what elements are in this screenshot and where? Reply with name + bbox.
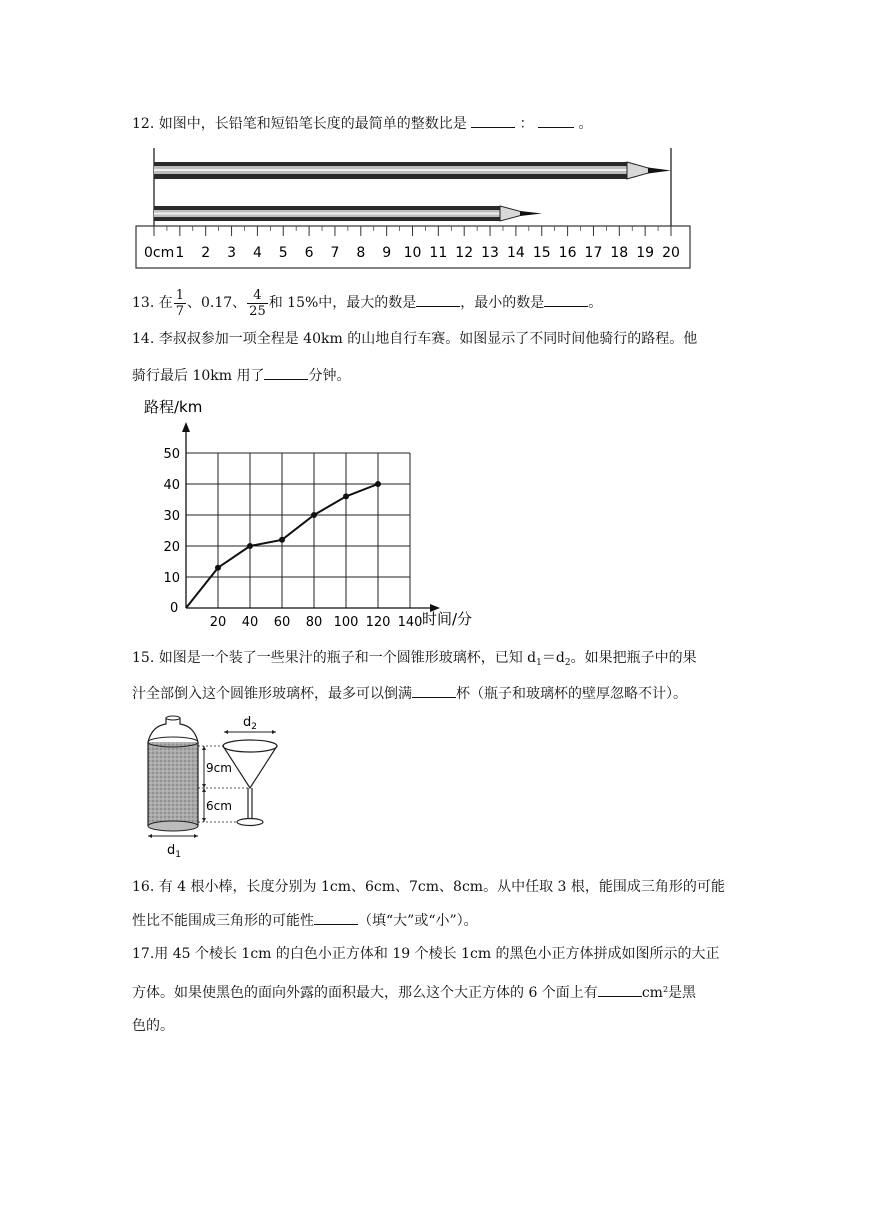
q17-answer-blank[interactable]: [598, 982, 642, 997]
short-pencil: [154, 206, 542, 221]
q13-sep: 、0.17、: [187, 295, 247, 311]
q15-line-1: [132, 648, 697, 673]
q12-end: 。: [578, 116, 593, 132]
q12-colon: ：: [519, 116, 534, 132]
ruler-tick-label: 5: [278, 245, 288, 261]
q12-text: [132, 113, 593, 134]
q13-fraction-2: [247, 288, 268, 319]
q14-line-2: [132, 365, 350, 386]
q13-prefix: 在: [158, 295, 173, 311]
ruler-tick-label: 3: [227, 245, 237, 261]
data-point: [215, 565, 221, 571]
q15-answer-blank[interactable]: [412, 683, 456, 698]
data-point: [375, 481, 381, 487]
ruler-tick-label: 4: [252, 245, 262, 261]
q17-line-3: [132, 1016, 174, 1036]
q15-d2-subscript: 2: [564, 658, 571, 668]
ruler-tick-label: 1: [175, 245, 185, 261]
x-tick-label: 100: [333, 615, 359, 630]
data-point: [343, 493, 349, 499]
ruler-unit-label: 0cm: [144, 245, 175, 261]
q13-end: 。: [588, 295, 603, 311]
x-tick-label: 140: [397, 615, 423, 630]
chart-xlabel: 时间/分: [422, 610, 473, 628]
q12-question: 如图中，长铅笔和短铅笔长度的最简单的整数比是: [158, 116, 467, 132]
ruler-tick-label: 13: [481, 245, 499, 261]
q12-answer-blank-2[interactable]: [538, 113, 574, 128]
q13-mid2: ，最小的数是: [460, 295, 545, 311]
q14-text-2b: 分钟。: [308, 368, 351, 384]
q15-text-1b: 。如果把瓶子中的果: [570, 650, 697, 666]
q17-text-2a: 方体。如果使黑色的面向外露的面积最大，那么这个大正方体的 6 个面上有: [132, 985, 598, 1001]
d1-label: $d_1$: [167, 843, 181, 860]
q17-line-2: [132, 980, 696, 1003]
ruler-tick-label: 2: [201, 245, 211, 261]
data-point: [247, 543, 253, 549]
q16-text-2b: （填“大”或“小”）。: [358, 913, 478, 929]
q17-superscript: 2: [662, 985, 669, 994]
q13-fraction-1: [174, 288, 186, 319]
distance-time-chart: [140, 392, 490, 632]
q13-fraction-2-numerator: 4: [247, 288, 268, 304]
q13-answer-blank-2[interactable]: [544, 292, 588, 307]
q14-text-2a: 骑行最后 10km 用了: [132, 368, 265, 384]
q13-fraction-2-denominator: 25: [249, 303, 266, 319]
x-tick-label: 60: [273, 615, 291, 630]
height-9cm-label: 9cm: [206, 761, 232, 775]
origin-label: 0: [170, 601, 179, 616]
ruler-tick-label: 8: [356, 245, 366, 261]
q12-number: 12.: [132, 116, 155, 132]
q17-unit: cm: [641, 985, 663, 1001]
long-pencil: [154, 162, 671, 179]
y-tick-label: 10: [163, 571, 180, 586]
ruler-tick-label: 16: [558, 245, 577, 261]
y-axis-arrow: [182, 422, 190, 432]
d2-label: $d_2$: [243, 715, 257, 732]
bottle: [148, 716, 198, 831]
ruler-tick-label: 7: [330, 245, 340, 261]
q17-text-3: 色的。: [132, 1018, 174, 1034]
q15-text-1a: 如图是一个装了一些果汁的瓶子和一个圆锥形玻璃杯，已知 d: [158, 650, 537, 666]
q13-fraction-1-numerator: 1: [175, 287, 184, 303]
q16-line-2: [132, 910, 478, 931]
ruler-tick-label: 17: [584, 245, 603, 261]
q13-mid: 和 15%中，最大的数是: [268, 295, 417, 311]
q17-text-1: 用 45 个棱长 1cm 的白色小正方体和 19 个棱长 1cm 的黑色小正方体拼成如图所示的大正: [154, 946, 720, 962]
y-tick-label: 30: [163, 509, 180, 524]
q14-number: 14.: [132, 331, 155, 347]
bottle-and-cone-glass-figure: [140, 712, 280, 862]
q13-fraction-1-denominator: 7: [175, 303, 184, 319]
q15-eq: ＝d: [541, 650, 565, 666]
y-tick-label: 50: [163, 447, 180, 462]
ruler-tick-label: 9: [382, 245, 392, 261]
ruler-tick-label: 12: [455, 245, 474, 261]
ruler-tick-label: 14: [506, 245, 525, 261]
x-tick-label: 40: [241, 615, 259, 630]
q17-number: 17.: [132, 946, 155, 962]
y-tick-label: 40: [163, 478, 180, 493]
q15-d1-subscript: 1: [536, 658, 542, 668]
ruler-tick-label: 6: [304, 245, 314, 261]
q13-text: [132, 285, 602, 321]
x-tick-label: 20: [209, 615, 227, 630]
q15-text-2a: 汁全部倒入这个圆锥形玻璃杯，最多可以倒满: [132, 686, 412, 702]
ruler-tick-label: 19: [636, 245, 655, 261]
ruler-tick-label: 15: [532, 245, 551, 261]
q15-text-2b: 杯（瓶子和玻璃杯的壁厚忽略不计）。: [456, 686, 687, 702]
q13-number: 13.: [132, 295, 155, 311]
q12-answer-blank-1[interactable]: [471, 113, 515, 128]
x-tick-label: 120: [365, 615, 391, 630]
q16-line-1: [132, 877, 725, 897]
pencil-ruler-figure: [130, 144, 700, 274]
ruler: [136, 226, 690, 268]
q16-text-1: 有 4 根小棒，长度分别为 1cm、6cm、7cm、8cm。从中任取 3 根，能围成三角形的可能: [158, 879, 725, 895]
x-tick-label: 80: [305, 615, 323, 630]
q16-answer-blank[interactable]: [314, 910, 358, 925]
chart-ylabel: 路程/km: [144, 398, 203, 416]
q13-answer-blank-1[interactable]: [416, 292, 460, 307]
q15-line-2: [132, 683, 687, 704]
q16-number: 16.: [132, 879, 155, 895]
ruler-tick-label: 11: [429, 245, 448, 261]
data-point: [311, 512, 317, 518]
height-6cm-label: 6cm: [206, 799, 232, 813]
data-point: [279, 537, 285, 543]
q15-number: 15.: [132, 650, 155, 666]
q17-line-1: [132, 944, 720, 964]
q14-answer-blank[interactable]: [264, 365, 308, 380]
q14-text-1: 李叔叔参加一项全程是 40km 的山地自行车赛。如图显示了不同时间他骑行的路程。他: [158, 331, 698, 347]
ruler-tick-label: 18: [610, 245, 629, 261]
ruler-tick-label: 10: [403, 245, 422, 261]
ruler-tick-label: 20: [662, 245, 680, 261]
y-tick-label: 20: [163, 540, 180, 555]
q16-text-2a: 性比不能围成三角形的可能性: [132, 913, 314, 929]
q14-line-1: [132, 329, 697, 349]
q17-text-2c: 是黑: [668, 985, 697, 1001]
